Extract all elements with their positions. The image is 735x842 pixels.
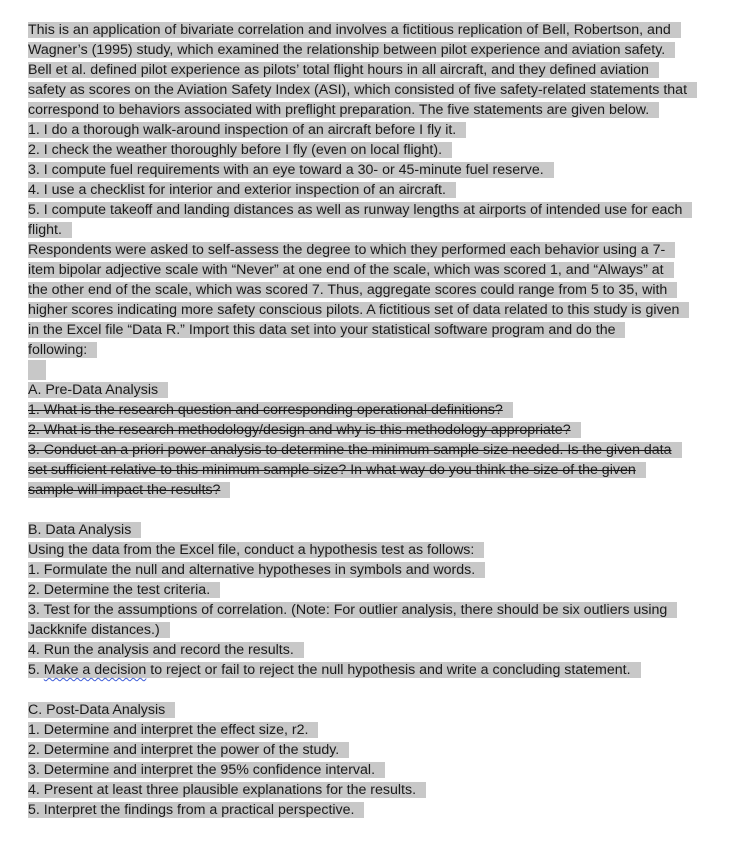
selection-mark [28, 360, 46, 380]
respondents-line: Respondents were asked to self-assess the degree to which they performed each behavior using a 7- [28, 240, 728, 260]
section-b-item: 1. Formulate the null and alternative hypotheses in symbols and words. [28, 560, 728, 580]
section-c-item: 4. Present at least three plausible explanations for the results. [28, 780, 728, 800]
section-a-item: sample will impact the results? [28, 480, 728, 500]
statement-item: 1. I do a thorough walk-around inspection of an aircraft before I fly it. [28, 120, 728, 140]
respondents-line: item bipolar adjective scale with “Never” at one end of the scale, which was scored 1, and “Always” at [28, 260, 728, 280]
spelling-squiggle[interactable]: Make a decision [43, 662, 147, 678]
blank-line [28, 360, 728, 380]
intro-line: Wagner’s (1995) study, which examined the relationship between pilot experience and aviation safety. [28, 40, 728, 60]
section-a-heading: A. Pre-Data Analysis [28, 380, 728, 400]
section-c-item: 2. Determine and interpret the power of the study. [28, 740, 728, 760]
statement-item: 5. I compute takeoff and landing distances as well as runway lengths at airports of intended use for each [28, 200, 728, 220]
section-a-item: 3. Conduct an a priori power analysis to determine the minimum sample size needed. Is the given data [28, 440, 728, 460]
section-c-item: 3. Determine and interpret the 95% confidence interval. [28, 760, 728, 780]
section-c-item: 1. Determine and interpret the effect size, r2. [28, 720, 728, 740]
section-b-item: 4. Run the analysis and record the results. [28, 640, 728, 660]
respondents-line: in the Excel file “Data R.” Import this data set into your statistical software program and do the [28, 320, 728, 340]
blank-line [28, 680, 728, 700]
document-body[interactable] [28, 20, 728, 820]
respondents-line: the other end of the scale, which was scored 7. Thus, aggregate scores could range from 5 to 35, with [28, 280, 728, 300]
intro-line: safety as scores on the Aviation Safety Index (ASI), which consisted of five safety-related statements that [28, 80, 728, 100]
intro-line: This is an application of bivariate correlation and involves a fictitious replication of Bell, Robertson, and [28, 20, 728, 40]
section-c-item: 5. Interpret the findings from a practical perspective. [28, 800, 728, 820]
statement-item: flight. [28, 220, 728, 240]
section-a-item: 1. What is the research question and corresponding operational definitions? [28, 400, 728, 420]
intro-line: Bell et al. defined pilot experience as pilots’ total flight hours in all aircraft, and they defined aviation [28, 60, 728, 80]
section-b-intro: Using the data from the Excel file, conduct a hypothesis test as follows: [28, 540, 728, 560]
statement-item: 4. I use a checklist for interior and exterior inspection of an aircraft. [28, 180, 728, 200]
respondents-line: following: [28, 340, 728, 360]
respondents-line: higher scores indicating more safety conscious pilots. A fictitious set of data related to this study is given [28, 300, 728, 320]
intro-line: correspond to behaviors associated with preflight preparation. The five statements are given below. [28, 100, 728, 120]
section-b-heading: B. Data Analysis [28, 520, 728, 540]
section-b-item: 2. Determine the test criteria. [28, 580, 728, 600]
section-a-item: set sufficient relative to this minimum sample size? In what way do you think the size of the given [28, 460, 728, 480]
section-b-item: Jackknife distances.) [28, 620, 728, 640]
section-b-item: 3. Test for the assumptions of correlation. (Note: For outlier analysis, there should be six outliers using [28, 600, 728, 620]
statement-item: 3. I compute fuel requirements with an eye toward a 30- or 45-minute fuel reserve. [28, 160, 728, 180]
section-b-item: 5. Make a decision to reject or fail to reject the null hypothesis and write a concluding statement. [28, 660, 728, 680]
section-c-heading: C. Post-Data Analysis [28, 700, 728, 720]
blank-line [28, 500, 728, 520]
statement-item: 2. I check the weather thoroughly before I fly (even on local flight). [28, 140, 728, 160]
section-a-item: 2. What is the research methodology/design and why is this methodology appropriate? [28, 420, 728, 440]
